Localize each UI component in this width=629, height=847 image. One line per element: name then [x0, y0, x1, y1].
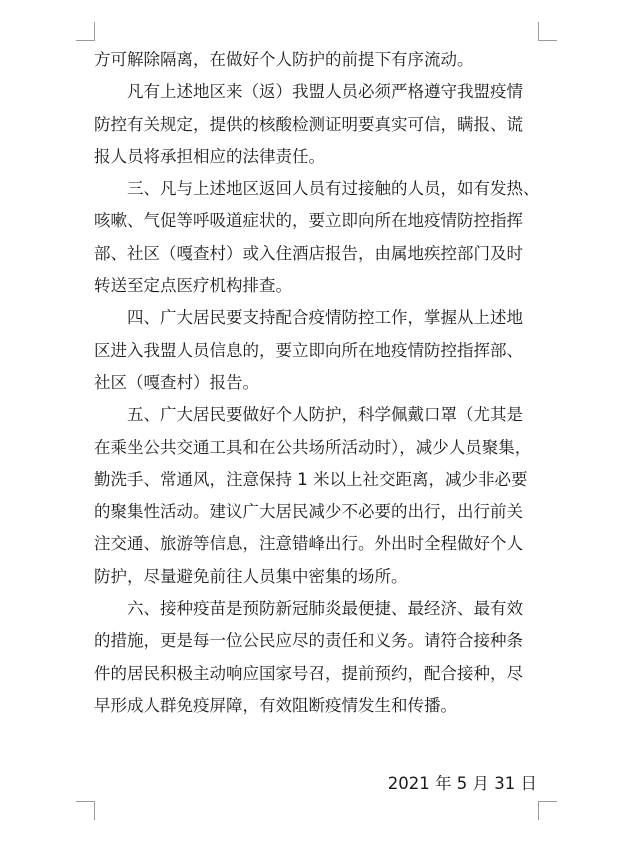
- text-line: 六、接种疫苗是预防新冠肺炎最便捷、最经济、最有效: [127, 599, 523, 619]
- text-line: 注交通、旅游等信息，注意错峰出行。外出时全程做好个人: [94, 534, 523, 554]
- text-line: 部、社区（嘎查村）或入住酒店报告，由属地疾控部门及时: [94, 243, 523, 263]
- text-line: 防护，尽量避免前往人员集中密集的场所。: [94, 566, 408, 586]
- document-date: 2021 年 5 月 31 日: [387, 774, 537, 793]
- text-line: 四、广大居民要支持配合疫情防控工作，掌握从上述地: [127, 308, 523, 328]
- text-line: 的聚集性活动。建议广大居民减少不必要的出行，出行前关: [94, 502, 523, 522]
- text-line: 勤洗手、常通风，注意保持 1 米以上社交距离，减少非必要: [94, 469, 528, 489]
- text-line: 咳嗽、气促等呼吸道症状的，要立即向所在地疫情防控指挥: [94, 211, 523, 231]
- corner-mark-bottom-right: [538, 801, 557, 820]
- text-line: 三、凡与上述地区返回人员有过接触的人员，如有发热、: [127, 179, 540, 199]
- text-line: 方可解除隔离，在做好个人防护的前提下有序流动。: [94, 50, 474, 69]
- document-body: [94, 44, 540, 722]
- text-line: 转送至定点医疗机构排查。: [94, 276, 292, 296]
- text-line: 在乘坐公共交通工具和在公共场所活动时），减少人员聚集，: [94, 437, 532, 457]
- corner-mark-top-left: [76, 22, 95, 41]
- text-line: 件的居民积极主动响应国家号召，提前预约，配合接种，尽: [94, 663, 523, 683]
- corner-mark-top-right: [538, 22, 557, 41]
- text-line: 社区（嘎查村）报告。: [94, 372, 259, 392]
- text-line: 五、广大居民要做好个人防护，科学佩戴口罩（尤其是: [127, 405, 523, 425]
- text-line: 防控有关规定，提供的核酸检测证明要真实可信，瞒报、谎: [94, 114, 523, 134]
- corner-mark-bottom-left: [76, 801, 95, 820]
- text-line: 区进入我盟人员信息的，要立即向所在地疫情防控指挥部、: [94, 340, 523, 360]
- text-line: 报人员将承担相应的法律责任。: [94, 146, 325, 166]
- text-line: 早形成人群免疫屏障，有效阻断疫情发生和传播。: [94, 695, 457, 715]
- text-line: 凡有上述地区来（返）我盟人员必须严格遵守我盟疫情: [127, 82, 523, 102]
- text-line: 的措施，更是每一位公民应尽的责任和义务。请符合接种条: [94, 631, 523, 651]
